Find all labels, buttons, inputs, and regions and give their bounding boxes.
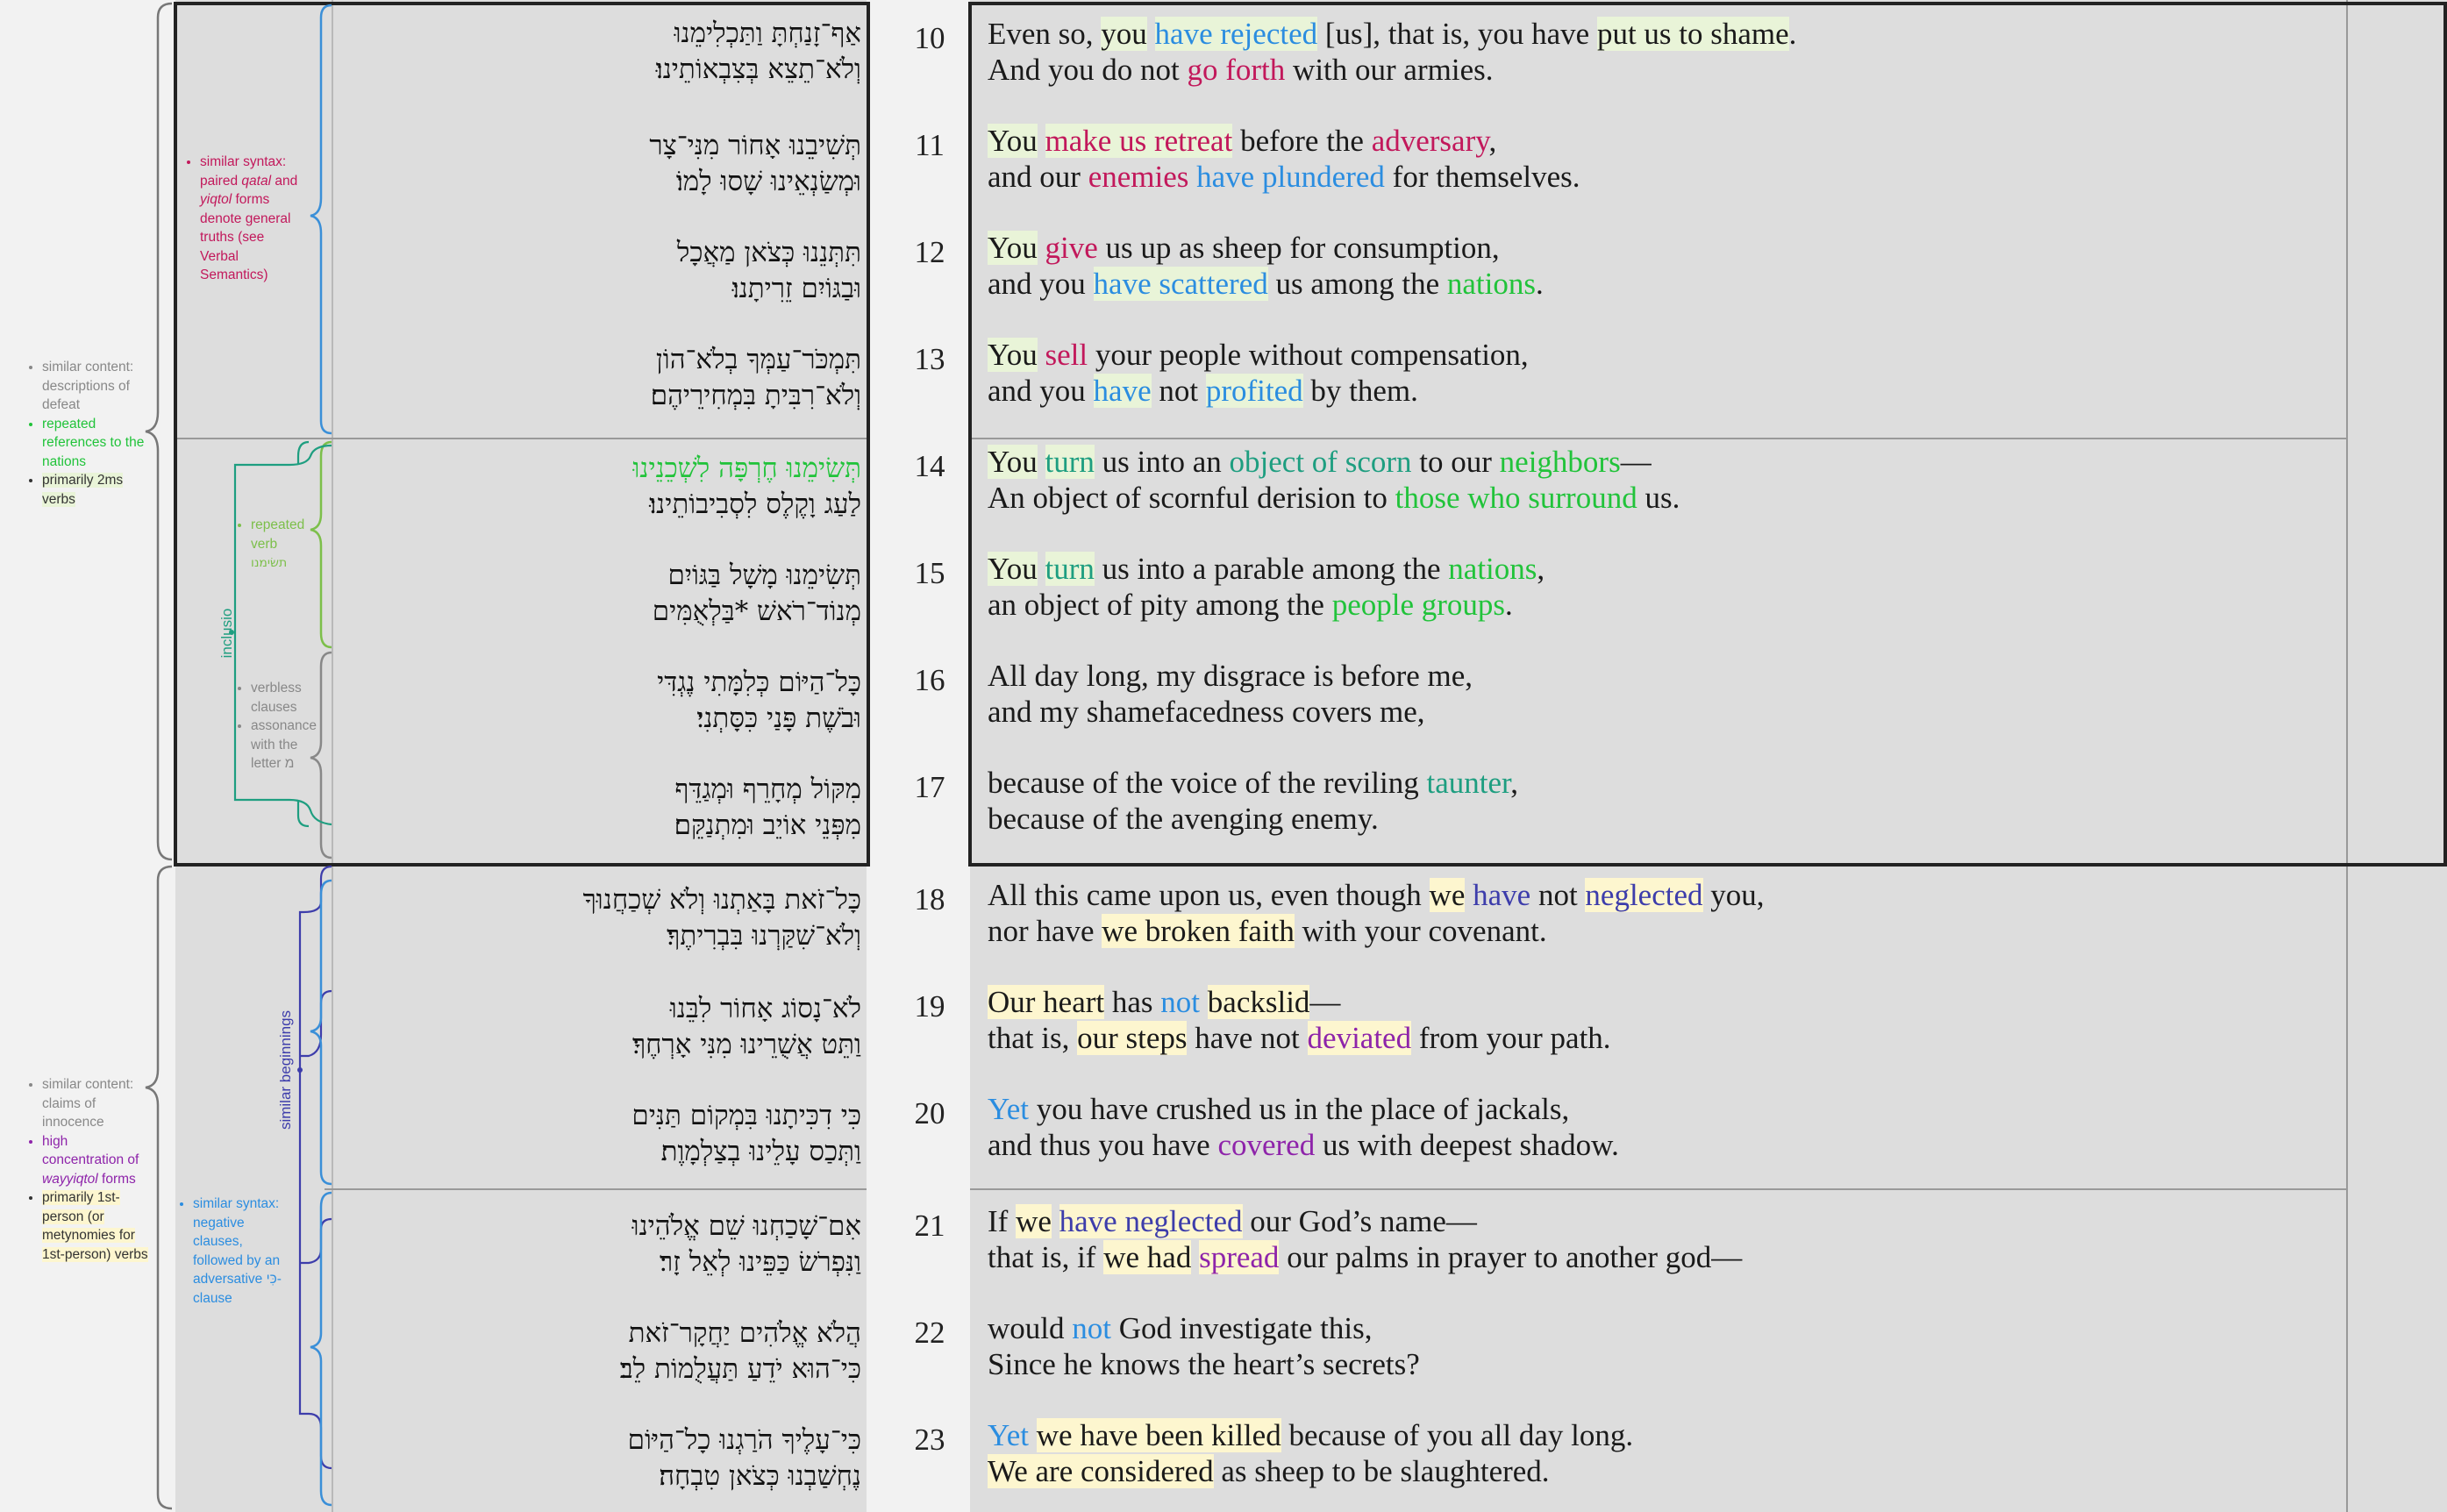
english-verse-19	[988, 984, 1611, 1056]
english-segment: deviated	[1307, 1021, 1412, 1055]
english-segment: enemies	[1088, 160, 1189, 194]
english-line	[988, 587, 1545, 623]
english-segment: with your covenant.	[1294, 914, 1547, 948]
hebrew-verse-17: מִקּוֹל מְחָרֵף וּמְגַדֵּף מִפְּנֵי אוֹיֵב וּמִתְנַקֵּם׃	[674, 774, 861, 841]
english-segment: make us retreat	[1045, 124, 1233, 158]
english-segment: we broken faith	[1102, 914, 1295, 948]
english-verse-17	[988, 765, 1518, 837]
english-verse-20	[988, 1091, 1619, 1163]
hebrew-verse-12: תִּתְּנֵנוּ כְּצֹאן מַאֲכָל וּבַגּוֹיִם זֵרִיתָנוּ׃	[676, 237, 861, 304]
annotation-item: • high concentration of wayyiqtol forms	[42, 1132, 148, 1189]
english-verse-13	[988, 337, 1529, 409]
english-segment: as sheep to be slaughtered.	[1213, 1454, 1550, 1488]
english-segment: your people without compensation,	[1088, 338, 1529, 372]
english-segment: have rejected	[1154, 17, 1318, 51]
english-verse-11	[988, 123, 1580, 195]
english-segment: have plundered	[1196, 160, 1385, 194]
english-segment: and you	[988, 267, 1094, 301]
annotation-item: • similar content: claims of innocence	[42, 1075, 148, 1132]
english-line	[988, 877, 1765, 913]
verse-number: 22	[914, 1316, 945, 1350]
english-verse-12	[988, 230, 1544, 302]
english-segment: for themselves.	[1384, 160, 1580, 194]
english-segment: adversary	[1371, 124, 1489, 158]
annotation-item: • primarily 2ms verbs	[42, 471, 148, 509]
english-verse-18	[988, 877, 1765, 949]
english-segment	[1188, 160, 1196, 194]
english-segment: spread	[1199, 1240, 1280, 1274]
english-segment: we	[1016, 1204, 1052, 1238]
english-line	[988, 984, 1611, 1020]
english-segment: have scattered	[1093, 267, 1268, 301]
hebrew-verse-18: כָּל־זֹאת בָּאַתְנוּ וְלֹא שְׁכַחֲנוּךָ וְלֹא־שִׁקַּרְנוּ בִּבְרִיתֶךָ׃	[582, 884, 861, 952]
english-segment	[1200, 985, 1208, 1019]
english-segment	[1465, 878, 1473, 912]
english-segment: turn	[1045, 445, 1095, 479]
english-segment: You	[988, 552, 1038, 586]
annotation-item: • primarily 1st-person (or metynomies for 1st-person) verbs	[42, 1188, 148, 1264]
hebrew-verse-14: תְּשִׂימֵנוּ חֶרְפָּה לִשְׁכֵנֵינוּ לַעַג וָקֶלֶס לִסְבִיבוֹתֵינוּ׃	[632, 453, 861, 520]
english-segment: Our heart	[988, 985, 1105, 1019]
english-segment: .	[1788, 17, 1797, 51]
english-segment: sell	[1045, 338, 1088, 372]
verse-number: 10	[914, 21, 945, 55]
english-segment: You	[988, 338, 1038, 372]
english-segment: before the	[1232, 124, 1372, 158]
english-segment	[1038, 445, 1045, 479]
english-line	[988, 480, 1680, 516]
english-segment: that is,	[988, 1021, 1078, 1055]
english-line	[988, 1346, 1420, 1382]
english-segment: You	[988, 445, 1038, 479]
english-segment: have neglected	[1059, 1204, 1243, 1238]
english-line	[988, 913, 1765, 949]
english-segment: We are considered	[988, 1454, 1214, 1488]
english-segment: .	[1505, 588, 1513, 622]
english-segment: All day long, my disgrace is before me,	[988, 659, 1473, 693]
english-segment: you	[1101, 17, 1147, 51]
inclusio-label: inclusio	[218, 608, 235, 659]
hebrew-verse-22: הֲלֹא אֱלֹהִים יַחֲקָר־זֹאת כִּי־הוּא יֹדֵעַ תַּעֲלֻמוֹת לֵב׃	[619, 1317, 861, 1385]
english-verse-10	[988, 16, 1796, 88]
verse-number: 13	[914, 342, 945, 376]
english-segment: us with deepest shadow.	[1315, 1128, 1619, 1162]
english-verse-14	[988, 444, 1680, 516]
english-line	[988, 551, 1545, 587]
english-segment: object of scorn	[1229, 445, 1412, 479]
english-line	[988, 337, 1529, 373]
english-segment: [us], that is, you have	[1317, 17, 1597, 51]
english-segment: and thus you have	[988, 1128, 1218, 1162]
english-segment	[1191, 1240, 1199, 1274]
english-segment: You	[988, 124, 1038, 158]
english-segment: not	[1160, 985, 1201, 1019]
english-segment: because of the voice of the reviling	[988, 766, 1427, 800]
english-segment: nor have	[988, 914, 1102, 948]
english-line	[988, 1417, 1633, 1453]
english-segment: us into an	[1094, 445, 1230, 479]
english-segment: by them.	[1302, 374, 1418, 408]
verse-number: 23	[914, 1423, 945, 1457]
english-segment: not	[1072, 1311, 1111, 1345]
english-line	[988, 123, 1580, 159]
english-segment: our steps	[1077, 1021, 1188, 1055]
english-segment: to our	[1411, 445, 1500, 479]
hebrew-verse-19: לֹא־נָסוֹג אָחוֹר לִבֵּנוּ וַתֵּט אֲשֻׁרֵינוּ מִנִּי אָרְחֶךָ׃	[631, 993, 861, 1060]
english-segment: not	[1530, 878, 1586, 912]
english-segment: An object of scornful derision to	[988, 481, 1395, 515]
english-segment: with our armies.	[1285, 53, 1494, 87]
hebrew-verse-21: אִם־שָׁכַחְנוּ שֵׁם אֱלֹהֵינוּ וַנִּפְרֹשׂ כַּפֵּינוּ לְאֵל זָר׃	[631, 1210, 861, 1278]
english-line	[988, 1239, 1742, 1275]
english-segment: have not	[1187, 1021, 1308, 1055]
english-segment	[1038, 124, 1045, 158]
annotation-item: • similar syntax: paired qatal and yiqtol forms denote general truths (see Verbal Semantics)	[200, 153, 302, 285]
english-line	[988, 1203, 1742, 1239]
english-line	[988, 159, 1580, 195]
verse-number: 12	[914, 235, 945, 269]
english-line	[988, 801, 1518, 837]
divider-20-21-heb	[325, 1188, 867, 1190]
english-verse-23	[988, 1417, 1633, 1489]
english-line	[988, 765, 1518, 801]
verse-number: 21	[914, 1209, 945, 1243]
english-segment: have	[1093, 374, 1152, 408]
english-line	[988, 230, 1544, 266]
english-segment: Yet	[988, 1418, 1030, 1452]
english-segment: covered	[1217, 1128, 1316, 1162]
english-segment: ,	[1510, 766, 1519, 800]
english-segment: give	[1045, 231, 1098, 265]
english-segment	[1038, 231, 1045, 265]
english-segment	[1038, 338, 1045, 372]
english-segment: because of you all day long.	[1281, 1418, 1634, 1452]
english-segment: have	[1473, 878, 1531, 912]
hebrew-verse-13: תִּמְכֹּר־עַמְּךָ בְלֹא־הוֹן וְלֹא־רִבִּיתָ בִּמְחִירֵיהֶם׃	[650, 344, 861, 411]
english-segment: our palms in prayer to another god—	[1279, 1240, 1743, 1274]
verse-number: 15	[914, 556, 945, 590]
english-segment: and our	[988, 160, 1088, 194]
english-segment: ,	[1537, 552, 1545, 586]
english-segment: an object of pity among the	[988, 588, 1332, 622]
english-segment: us among the	[1267, 267, 1447, 301]
verse-number: 11	[915, 128, 945, 162]
english-segment: people groups	[1331, 588, 1506, 622]
similar-beginnings-label: similar beginnings	[277, 1009, 294, 1130]
english-segment: not	[1151, 374, 1206, 408]
english-segment: And you do not	[988, 53, 1188, 87]
english-verse-22	[988, 1310, 1420, 1382]
english-segment: and my shamefacedness covers me,	[988, 695, 1425, 729]
english-segment	[1029, 1418, 1037, 1452]
english-line	[988, 16, 1796, 52]
english-line	[988, 266, 1544, 302]
divider-20-21-eng	[970, 1188, 2347, 1190]
english-segment: we	[1429, 878, 1466, 912]
hebrew-verse-20: כִּי דִכִּיתָנוּ בִּמְקוֹם תַּנִּים וַתְּכַס עָלֵינוּ בְצַלְמָוֶת׃	[631, 1100, 861, 1167]
english-segment: Yet	[988, 1092, 1030, 1126]
english-segment: neglected	[1585, 878, 1703, 912]
english-line	[988, 1127, 1619, 1163]
annotation-syntax-negative: • similar syntax: negative clauses, followed by an adversative כִּי-clause	[181, 1195, 293, 1308]
annotation-verbless: • verbless clauses • assonance with the letter מ	[239, 679, 321, 774]
english-segment: our God’s name—	[1242, 1204, 1477, 1238]
english-segment: would	[988, 1311, 1073, 1345]
english-segment: nations	[1448, 552, 1537, 586]
english-verse-15	[988, 551, 1545, 623]
verse-number: 17	[914, 770, 945, 804]
annotation-item: • repeated references to the nations	[42, 415, 148, 472]
english-segment: —	[1620, 445, 1652, 479]
english-segment: because of the avenging enemy.	[988, 802, 1379, 836]
annotation-defeat	[30, 358, 148, 509]
english-verse-16	[988, 658, 1473, 730]
english-segment: you,	[1702, 878, 1765, 912]
english-line	[988, 52, 1796, 88]
english-line	[988, 658, 1473, 694]
english-line	[988, 373, 1529, 409]
hebrew-verse-23: כִּי־עָלֶיךָ הֹרַגְנוּ כָל־הַיּוֹם נֶחְשַׁבְנוּ כְּצֹאן טִבְחָה׃	[627, 1424, 861, 1492]
english-segment: us into a parable among the	[1094, 552, 1449, 586]
annotation-innocence	[30, 1075, 148, 1264]
english-segment: taunter	[1426, 766, 1511, 800]
english-segment: and you	[988, 374, 1094, 408]
english-segment: nations	[1446, 267, 1536, 301]
english-line	[988, 444, 1680, 480]
english-segment	[1147, 17, 1155, 51]
english-segment: .	[1535, 267, 1544, 301]
annotation-repeated-verb: • repeated verb תשׂימנו	[239, 516, 317, 574]
english-line	[988, 694, 1473, 730]
english-segment: has	[1104, 985, 1161, 1019]
annotation-item: • similar content: descriptions of defeat	[42, 358, 148, 415]
english-line	[988, 1020, 1611, 1056]
hebrew-verse-11: תְּשִׁיבֵנוּ אָחוֹר מִנִּי־צָר וּמְשַׂנְאֵינוּ שָׁסוּ לָמוֹ׃	[649, 130, 861, 197]
english-segment: backslid	[1207, 985, 1310, 1019]
english-segment: from your path.	[1411, 1021, 1611, 1055]
english-segment: we had	[1103, 1240, 1192, 1274]
english-segment: put us to shame	[1596, 17, 1789, 51]
english-segment: you have crushed us in the place of jackals,	[1029, 1092, 1570, 1126]
english-segment: You	[988, 231, 1038, 265]
english-segment: Even so,	[988, 17, 1102, 51]
english-segment: those who surround	[1395, 481, 1637, 515]
english-segment: neighbors	[1499, 445, 1621, 479]
english-segment: God investigate this,	[1110, 1311, 1373, 1345]
english-segment: Since he knows the heart’s secrets?	[988, 1347, 1420, 1381]
english-line	[988, 1310, 1420, 1346]
english-segment: —	[1309, 985, 1341, 1019]
english-line	[988, 1091, 1619, 1127]
english-segment: turn	[1045, 552, 1095, 586]
english-segment: us up as sheep for consumption,	[1097, 231, 1500, 265]
english-segment	[1038, 552, 1045, 586]
verse-number: 16	[914, 663, 945, 697]
verse-number: 19	[914, 989, 945, 1023]
english-segment: profited	[1205, 374, 1303, 408]
hebrew-verse-15: תְּשִׂימֵנוּ מָשָׁל בַּגּוֹיִם מְנוֹד־רֹאשׁ *בַּלְאֻמִּים	[652, 560, 861, 627]
english-segment: All this came upon us, even though	[988, 878, 1430, 912]
english-segment: that is, if	[988, 1240, 1104, 1274]
english-segment: we have been killed	[1036, 1418, 1281, 1452]
verse-number: 20	[914, 1096, 945, 1130]
verse-number: 14	[914, 449, 945, 483]
hebrew-verse-16: כָּל־הַיּוֹם כְּלִמָּתִי נֶגְדִּי וּבֹשֶׁת פָּנַי כִּסָּתְנִי׃	[657, 667, 861, 734]
english-line	[988, 1453, 1633, 1489]
english-segment: If	[988, 1204, 1017, 1238]
english-segment: us.	[1637, 481, 1680, 515]
english-segment	[1052, 1204, 1059, 1238]
annotation-syntax-qatal-yiqtol	[188, 153, 302, 285]
english-verse-21	[988, 1203, 1742, 1275]
hebrew-verse-10: אַף־זָנַחְתָּ וַתַּכְלִימֵנוּ וְלֹא־תֵצֵא בְּצִבְאוֹתֵינוּ׃	[655, 18, 861, 85]
verse-number: 18	[914, 882, 945, 916]
english-segment: ,	[1488, 124, 1497, 158]
english-segment: go forth	[1187, 53, 1286, 87]
